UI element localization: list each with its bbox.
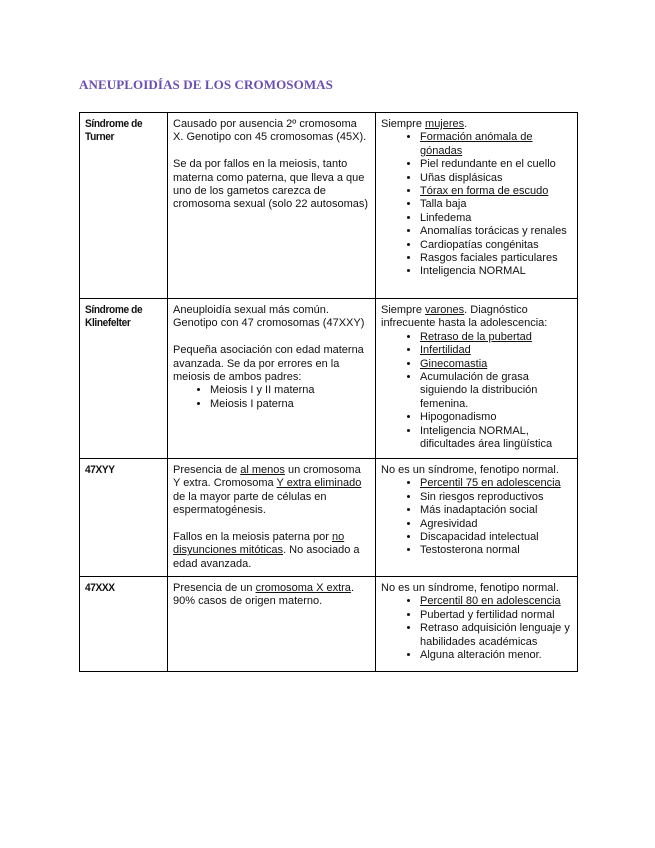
list-item: • Rasgos faciales particulares — [420, 252, 572, 265]
description-paragraph: Aneuploidía sexual más común. Genotipo con 47 cromosomas (47XXY) — [173, 304, 365, 330]
list-item: • Uñas displásicas — [420, 172, 572, 185]
features-list — [381, 331, 572, 452]
features-cell — [376, 113, 578, 299]
syndrome-name-cell — [80, 113, 168, 299]
list-item: • Meiosis I y II materna — [210, 384, 370, 397]
syndrome-name: 47XYY — [85, 464, 115, 476]
list-item: • Pubertad y fertilidad normal — [420, 609, 572, 622]
link-text[interactable]: al menos — [240, 464, 285, 476]
features-cell — [376, 459, 578, 577]
features-intro: No es un síndrome, fenotipo normal. — [381, 464, 559, 476]
list-item: • Anomalías torácicas y renales — [420, 225, 572, 238]
syndrome-name: Síndrome de Klinefelter — [85, 304, 143, 330]
list-item: • Hipogonadismo — [420, 411, 572, 424]
features-list — [381, 595, 572, 662]
link-text[interactable]: Y extra eliminado — [276, 477, 362, 490]
list-item — [420, 344, 572, 357]
description-cell — [168, 577, 376, 672]
list-item — [420, 358, 572, 371]
link-text[interactable]: Percentil 80 en adolescencia — [420, 595, 561, 608]
description-cell — [168, 113, 376, 299]
list-item: • Piel redundante en el cuello — [420, 158, 572, 171]
link-text[interactable]: Retraso de la pubertad — [420, 330, 532, 343]
page-title: ANEUPLOIDÍAS DE LOS CROMOSOMAS — [79, 77, 334, 92]
features-intro: Siempre mujeres. — [381, 118, 468, 130]
list-item: • Inteligencia NORMAL — [420, 265, 572, 278]
features-cell — [376, 299, 578, 459]
syndrome-name-cell — [80, 459, 168, 577]
syndrome-name-cell — [80, 299, 168, 459]
syndrome-name: 47XXX — [85, 582, 115, 594]
table-row — [80, 299, 578, 459]
description-paragraph: Presencia de un cromosoma X extra. 90% casos de origen materno. — [173, 582, 354, 608]
features-list — [381, 131, 572, 278]
description-paragraph: Presencia de al menos un cromosoma Y extra. Cromosoma Y extra eliminado de la mayor parte de células en espermatogénesis. — [173, 464, 362, 517]
link-text[interactable]: Ginecomastia — [420, 357, 488, 370]
list-item: • Talla baja — [420, 198, 572, 211]
features-cell — [376, 577, 578, 672]
list-item: • Testosterona normal — [420, 544, 572, 557]
link-text[interactable]: cromosoma X extra — [255, 582, 351, 594]
link-text[interactable]: no disyunciones mitóticas — [173, 531, 345, 557]
link-text[interactable]: Percentil 75 en adolescencia — [420, 477, 561, 490]
description-paragraph: Pequeña asociación con edad materna avanzada. Se da por errores en la meiosis de ambos padres: — [173, 344, 364, 384]
list-item: • Retraso adquisición lenguaje y habilidades académicas — [420, 622, 572, 649]
link-text[interactable]: Tórax en forma de escudo — [420, 185, 549, 198]
list-item: • Sin riesgos reproductivos — [420, 491, 572, 504]
list-item — [420, 331, 572, 344]
description-cell — [168, 459, 376, 577]
features-intro: Siempre varones. Diagnóstico infrecuente hasta la adolescencia: — [381, 304, 548, 330]
table-row — [80, 113, 578, 299]
list-item: • Acumulación de grasa siguiendo la distribución femenina. — [420, 371, 572, 411]
syndrome-name: Síndrome de Turner — [85, 118, 143, 144]
link-text[interactable]: mujeres — [425, 118, 465, 130]
link-text[interactable]: varones — [425, 304, 465, 316]
list-item: • Meiosis I paterna — [210, 398, 370, 411]
list-item: • Agresividad — [420, 518, 572, 531]
list-item: • Linfedema — [420, 212, 572, 225]
link-text[interactable]: Infertilidad — [420, 344, 471, 357]
table-row — [80, 459, 578, 577]
link-text[interactable]: Formación anómala de gónadas — [420, 131, 533, 157]
list-item — [420, 595, 572, 608]
description-paragraph: Fallos en la meiosis paterna por no disyunciones mitóticas. No asociado a edad avanzada. — [173, 531, 360, 570]
description-paragraph: Causado por ausencia 2º cromosoma X. Genotipo con 45 cromosomas (45X). — [173, 118, 367, 144]
list-item: • Cardiopatías congénitas — [420, 239, 572, 252]
aneuploidies-table — [79, 112, 578, 672]
table-row — [80, 577, 578, 672]
list-item: • Inteligencia NORMAL, dificultades área lingüística — [420, 425, 572, 452]
list-item: • Alguna alteración menor. — [420, 649, 572, 662]
list-item: • Más inadaptación social — [420, 504, 572, 517]
features-intro: No es un síndrome, fenotipo normal. — [381, 582, 559, 594]
list-item — [420, 131, 572, 158]
list-item: • Discapacidad intelectual — [420, 531, 572, 544]
list-item — [420, 185, 572, 198]
sub-list — [173, 384, 370, 411]
list-item — [420, 477, 572, 490]
description-paragraph: Se da por fallos en la meiosis, tanto materna como paterna, que lleva a que uno de los gametos carezca de cromosoma sexual (solo 22 autosomas) — [173, 158, 369, 211]
features-list — [381, 477, 572, 557]
syndrome-name-cell — [80, 577, 168, 672]
description-cell — [168, 299, 376, 459]
